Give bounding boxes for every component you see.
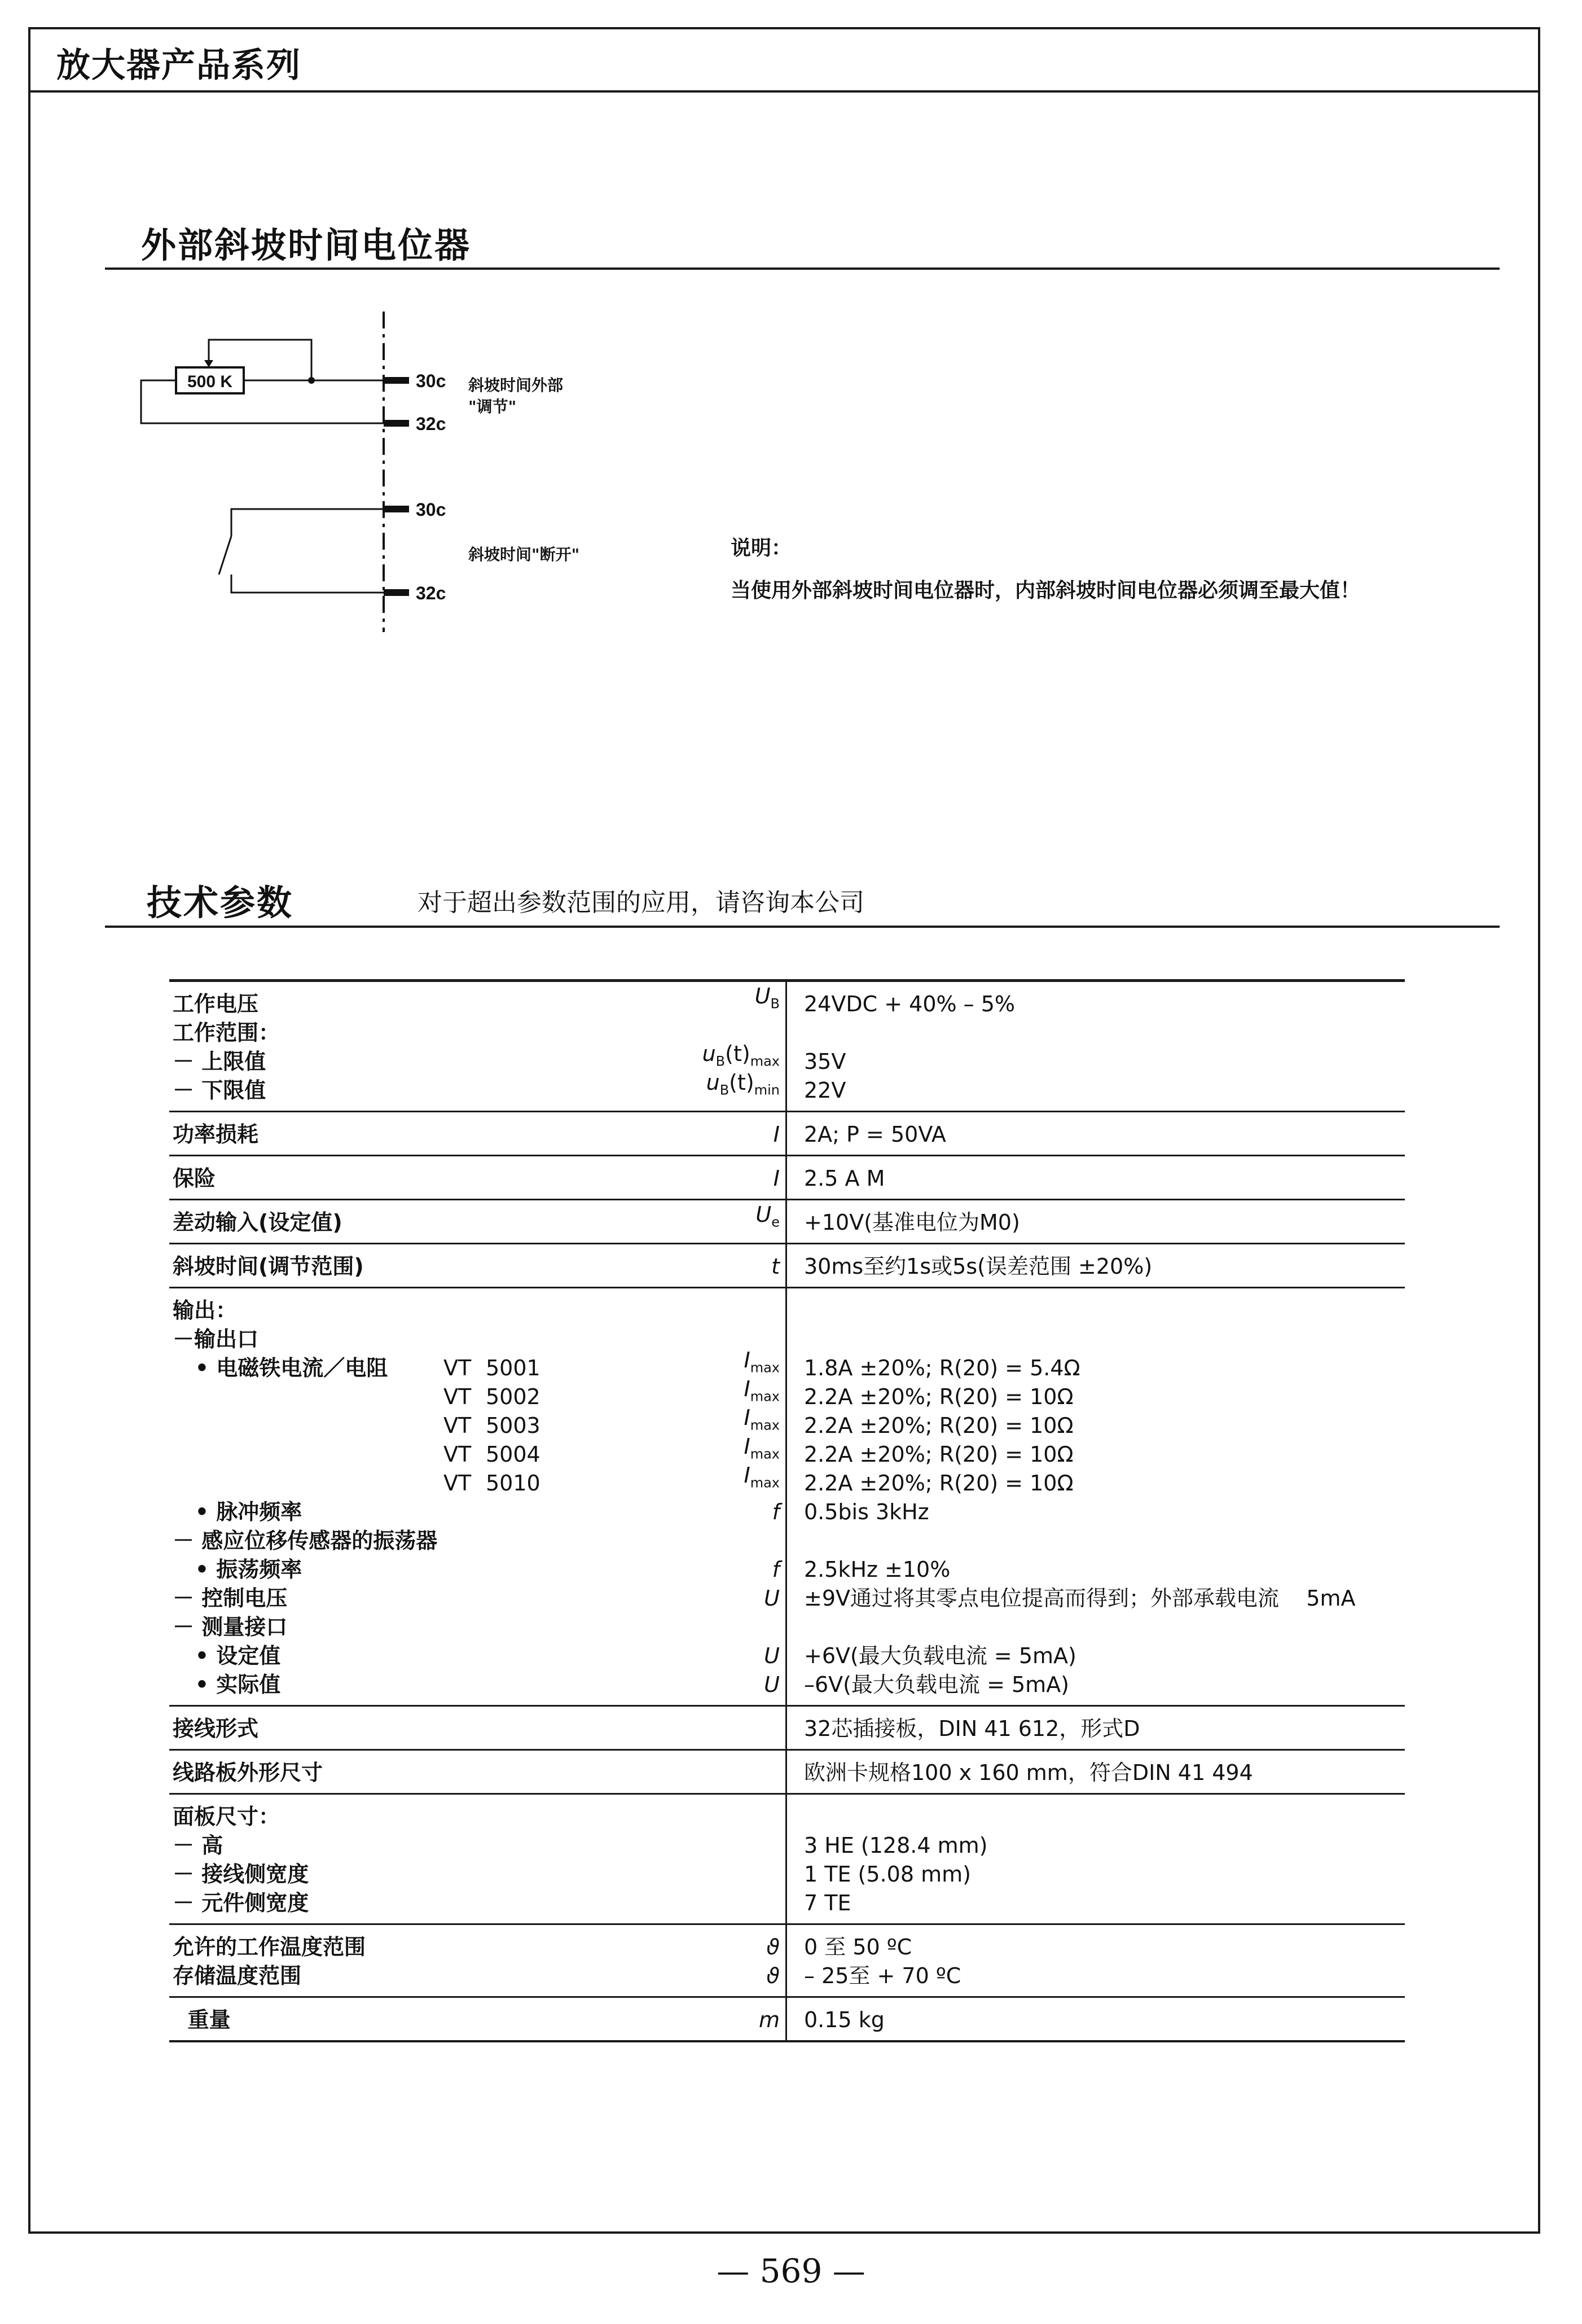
spec-value: +6V(最大负载电流 = 5mA) xyxy=(804,1643,1076,1668)
spec-param-line xyxy=(173,1889,780,1918)
spec-value-cell xyxy=(787,1156,1405,1199)
spec-param-line xyxy=(173,1498,780,1527)
spec-row xyxy=(169,1707,1405,1751)
spec-param-label: －输出口 xyxy=(173,1327,259,1352)
spec-value: 30ms至约1s或5s(误差范围 ±20%) xyxy=(804,1254,1153,1279)
spec-param-cell xyxy=(169,1200,787,1243)
spec-symbol-letter: u xyxy=(702,1041,716,1067)
spec-symbol-letter: m xyxy=(758,2007,780,2032)
spec-value: 欧洲卡规格100 x 160 mm，符合DIN 41 494 xyxy=(804,1760,1253,1785)
spec-symbol-letter: I xyxy=(773,1166,780,1191)
spec-param-label: 存储温度范围 xyxy=(173,1963,302,1988)
spec-value-line xyxy=(804,1962,1399,1990)
spec-param-label: 功率损耗 xyxy=(173,1122,259,1147)
spec-value-cell xyxy=(787,1925,1405,1996)
spec-param-label: 差动输入(设定值) xyxy=(173,1210,342,1235)
note-text: 当使用外部斜坡时间电位器时，内部斜坡时间电位器必须调至最大值！ xyxy=(731,579,1361,602)
spec-symbol-subscript: B xyxy=(770,996,780,1012)
spec-param-line xyxy=(173,1715,780,1743)
spec-param-line xyxy=(173,1070,780,1105)
spec-param-line xyxy=(173,1555,780,1584)
pin-30c-bottom xyxy=(384,506,409,512)
vt-model-prefix: VT xyxy=(443,1384,472,1409)
spec-row xyxy=(169,1156,1405,1200)
spec-param-label: • 实际值 xyxy=(173,1672,281,1697)
spec-value: 1 TE (5.08 mm) xyxy=(804,1862,971,1887)
spec-symbol-letter: U xyxy=(764,1643,780,1668)
spec-value: 2.5kHz ±10% xyxy=(804,1557,951,1582)
spec-symbol xyxy=(766,1933,780,1962)
spec-value-line xyxy=(804,1584,1399,1613)
spec-param-line xyxy=(173,1019,780,1047)
spec-symbol-tail: (t) xyxy=(725,1041,750,1067)
spec-symbol xyxy=(764,1642,780,1670)
spec-symbol-letter: t xyxy=(771,1254,780,1279)
pin-32c-top-label: 32c xyxy=(416,414,446,434)
spec-value-line xyxy=(804,1047,1399,1076)
spec-param-label: 面板尺寸： xyxy=(173,1804,280,1829)
spec-param-cell xyxy=(169,1112,787,1155)
spec-param-label: － 测量接口 xyxy=(173,1615,288,1639)
spec-value-cell xyxy=(787,982,1405,1111)
spec-row xyxy=(169,982,1405,1112)
spec-value-cell xyxy=(787,1200,1405,1243)
spec-param-line xyxy=(173,984,780,1019)
spec-symbol-letter: I xyxy=(773,1122,780,1147)
spec-param-line xyxy=(173,1527,780,1555)
spec-value-cell xyxy=(787,1244,1405,1287)
spec-param-label: 允许的工作温度范围 xyxy=(173,1935,366,1959)
spec-param-label: － 上限值 xyxy=(173,1049,266,1074)
spec-value-line xyxy=(804,1613,1399,1642)
spec-symbol-letter: I xyxy=(744,1376,750,1402)
spec-value-line xyxy=(804,990,1399,1019)
spec-table xyxy=(169,979,1405,2042)
spec-param-line xyxy=(173,1933,780,1962)
spec-param-line xyxy=(173,1252,780,1281)
spec-symbol xyxy=(764,1670,780,1699)
spec-symbol xyxy=(755,982,780,1019)
spec-symbol xyxy=(774,1164,780,1193)
spec-symbol-subscript: max xyxy=(750,1360,780,1376)
spec-value-cell xyxy=(787,1751,1405,1793)
spec-value-line xyxy=(804,1076,1399,1105)
spec-value-line xyxy=(804,1860,1399,1889)
spec-value-line xyxy=(804,1252,1399,1281)
potentiometer-label: 500 K xyxy=(187,372,233,391)
spec-param-label: 重量 xyxy=(173,2007,231,2032)
spec-symbol xyxy=(774,1120,780,1149)
spec-symbol xyxy=(706,1068,780,1105)
spec-param-line xyxy=(173,1041,780,1076)
vt-model-number: 5002 xyxy=(486,1384,540,1409)
spec-symbol-letter: ϑ xyxy=(766,1963,780,1988)
spec-param-cell xyxy=(169,1925,787,1996)
spec-value: 2.2A ±20%; R(20) = 10Ω xyxy=(804,1413,1074,1438)
spec-value-line xyxy=(804,1498,1399,1527)
vt-model-prefix: VT xyxy=(443,1356,472,1380)
spec-param-label: － 高 xyxy=(173,1833,223,1858)
spec-param-line xyxy=(173,1202,780,1237)
spec-symbol-subscript: e xyxy=(771,1214,780,1230)
spec-value-line xyxy=(804,1383,1399,1411)
spec-row xyxy=(169,1795,1405,1925)
spec-param-label: － 下限值 xyxy=(173,1078,266,1103)
spec-value-line xyxy=(804,1803,1399,1831)
spec-param-label: － 感应位移传感器的振荡器 xyxy=(173,1528,438,1553)
spec-param-line xyxy=(173,1803,780,1831)
spec-symbol-subscript: max xyxy=(750,1446,780,1462)
spec-value: 32芯插接板，DIN 41 612，形式D xyxy=(804,1716,1140,1741)
spec-param-label: 工作范围： xyxy=(173,1020,280,1045)
spec-param-cell xyxy=(169,982,787,1111)
spec-symbol-letter: U xyxy=(754,984,771,1009)
spec-symbol-letter: U xyxy=(764,1586,780,1611)
spec-param-line xyxy=(173,1296,780,1325)
spec-param-line xyxy=(173,1962,780,1990)
pin-32c-bottom-label: 32c xyxy=(416,583,446,603)
spec-value: –6V(最大负载电流 = 5mA) xyxy=(804,1672,1070,1697)
spec-param-label: － 元件侧宽度 xyxy=(173,1891,309,1915)
switch-contact xyxy=(219,536,231,575)
spec-symbol-letter: I xyxy=(744,1405,750,1431)
spec-symbol-letter: u xyxy=(706,1070,720,1095)
spec-value: 2.2A ±20%; R(20) = 10Ω xyxy=(804,1471,1074,1496)
spec-param-line xyxy=(173,2006,780,2034)
spec-value: 35V xyxy=(804,1049,846,1074)
pin-30c-top-label: 30c xyxy=(416,371,446,391)
spec-param-label: 输出： xyxy=(173,1298,238,1323)
spec-value: – 25至 + 70 ºC xyxy=(804,1963,961,1988)
spec-value-line xyxy=(804,1670,1399,1699)
spec-value-cell xyxy=(787,1795,1405,1923)
spec-param-line xyxy=(173,1642,780,1670)
spec-param-cell xyxy=(169,1707,787,1749)
spec-param-label: 工作电压 xyxy=(173,992,259,1016)
spec-row xyxy=(169,1200,1405,1244)
spec-value: 0.5bis 3kHz xyxy=(804,1499,929,1524)
spec-param-label: 保险 xyxy=(173,1166,216,1191)
vt-model-prefix: VT xyxy=(443,1413,472,1438)
spec-param-label: • 脉冲频率 xyxy=(173,1499,302,1524)
spec-symbol xyxy=(755,1200,780,1237)
spec-symbol xyxy=(759,2006,780,2034)
spec-symbol xyxy=(766,1962,780,1990)
spec-value-line xyxy=(804,1296,1399,1325)
spec-value: 1.8A ±20%; R(20) = 5.4Ω xyxy=(804,1356,1080,1380)
ramp-section-rule xyxy=(105,268,1500,270)
spec-value-line xyxy=(804,1325,1399,1354)
spec-value-line xyxy=(804,1469,1399,1498)
spec-value: 2.5 A M xyxy=(804,1166,885,1191)
ramp-section-title: 外部斜坡时间电位器 xyxy=(141,225,472,266)
spec-value-line xyxy=(804,1440,1399,1469)
spec-value: ±9V通过将其零点电位提高而得到；外部承载电流 5mA xyxy=(804,1586,1356,1611)
spec-symbol-tail: (t) xyxy=(729,1070,754,1095)
spec-value: 2A; P = 50VA xyxy=(804,1122,946,1147)
spec-param-label: － 控制电压 xyxy=(173,1586,288,1611)
spec-symbol-subscript: max xyxy=(750,1418,780,1433)
spec-param-line xyxy=(173,1759,780,1787)
spec-value: 22V xyxy=(804,1078,846,1103)
spec-value-line xyxy=(804,1208,1399,1237)
spec-row xyxy=(169,1751,1405,1795)
spec-symbol-subscript: B xyxy=(715,1054,726,1069)
series-title: 放大器产品系列 xyxy=(56,46,301,85)
spec-value-line xyxy=(804,2006,1399,2034)
wiring-diagram xyxy=(113,305,733,632)
vt-model-number: 5004 xyxy=(486,1442,540,1467)
vt-model-number: 5003 xyxy=(486,1413,540,1438)
spec-value: 7 TE xyxy=(804,1891,851,1915)
spec-param-line xyxy=(173,1348,780,1383)
spec-value-line xyxy=(804,1555,1399,1584)
spec-symbol-letter: I xyxy=(744,1463,750,1488)
spec-param-line xyxy=(173,1434,780,1469)
spec-param-cell xyxy=(169,1288,787,1705)
spec-param-label: • 设定值 xyxy=(173,1643,281,1668)
header-rule xyxy=(28,90,1540,93)
spec-value-line xyxy=(804,1411,1399,1440)
pin-30c-top xyxy=(384,377,409,384)
spec-value-line xyxy=(804,1354,1399,1383)
junction-dot xyxy=(308,377,315,384)
vt-model-prefix: VT xyxy=(443,1442,472,1467)
spec-value-line xyxy=(804,1933,1399,1962)
vt-model-number: 5001 xyxy=(486,1356,540,1380)
spec-symbol xyxy=(744,1461,780,1498)
specs-section-rule xyxy=(105,926,1500,928)
spec-row xyxy=(169,1288,1405,1707)
spec-value-cell xyxy=(787,1112,1405,1155)
spec-param-line xyxy=(173,1164,780,1193)
spec-param-cell xyxy=(169,1156,787,1199)
spec-param-label: • 振荡频率 xyxy=(173,1557,302,1582)
spec-row xyxy=(169,1112,1405,1156)
spec-value: 0 至 50 ºC xyxy=(804,1935,912,1959)
spec-param-line xyxy=(173,1831,780,1860)
spec-param-line xyxy=(173,1405,780,1440)
specs-section-title: 技术参数 xyxy=(147,882,294,923)
spec-symbol-subscript: max xyxy=(750,1389,780,1405)
spec-value: 24VDC + 40% – 5% xyxy=(804,992,1016,1016)
off-label: 斜坡时间"断开" xyxy=(468,545,580,564)
spec-symbol-letter: ϑ xyxy=(766,1935,780,1959)
external-label-1: 斜坡时间外部 xyxy=(468,376,564,394)
page-number: — 569 — xyxy=(717,2252,865,2290)
spec-param-label: 斜坡时间(调节范围) xyxy=(173,1254,364,1279)
spec-param-line xyxy=(173,1376,780,1411)
spec-value-cell xyxy=(787,1707,1405,1749)
spec-symbol-letter: I xyxy=(744,1434,750,1459)
spec-param-line xyxy=(173,1584,780,1613)
spec-value-line xyxy=(804,1715,1399,1743)
spec-value-line xyxy=(804,1120,1399,1149)
spec-value: +10V(基准电位为M0) xyxy=(804,1210,1020,1235)
spec-value-line xyxy=(804,1164,1399,1193)
spec-symbol xyxy=(771,1252,780,1281)
spec-row xyxy=(169,1998,1405,2040)
spec-symbol-letter: f xyxy=(772,1499,780,1524)
wire-switch-top xyxy=(231,509,384,536)
spec-value-line xyxy=(804,1889,1399,1918)
spec-row xyxy=(169,1925,1405,1998)
spec-param-line xyxy=(173,1325,780,1354)
spec-param-line xyxy=(173,1613,780,1642)
spec-symbol-letter: I xyxy=(744,1348,750,1373)
spec-symbol-subscript: B xyxy=(719,1082,730,1098)
note-label: 说明： xyxy=(731,537,792,560)
spec-symbol xyxy=(764,1584,780,1613)
spec-value-cell xyxy=(787,1998,1405,2040)
spec-param-line xyxy=(173,1120,780,1149)
spec-value-cell xyxy=(787,1288,1405,1705)
spec-param-cell xyxy=(169,1244,787,1287)
spec-symbol-subscript: min xyxy=(754,1082,780,1098)
spec-symbol-letter: f xyxy=(772,1557,780,1582)
spec-symbol xyxy=(772,1555,780,1584)
vt-model-prefix: VT xyxy=(443,1471,472,1496)
wire-switch-bottom xyxy=(231,575,384,593)
spec-param-line xyxy=(173,1860,780,1889)
spec-value-line xyxy=(804,1831,1399,1860)
spec-param-cell xyxy=(169,1751,787,1793)
spec-value-line xyxy=(804,1642,1399,1670)
vt-model-number: 5010 xyxy=(486,1471,540,1496)
pin-32c-bottom xyxy=(384,589,409,596)
spec-value: 2.2A ±20%; R(20) = 10Ω xyxy=(804,1384,1074,1409)
spec-symbol-subscript: max xyxy=(750,1054,780,1069)
spec-param-label: • 电磁铁电流／电阻 xyxy=(173,1356,388,1380)
spec-symbol-letter: U xyxy=(755,1202,772,1227)
spec-row xyxy=(169,1244,1405,1288)
spec-param-line xyxy=(173,1463,780,1498)
spec-value-line xyxy=(804,1019,1399,1047)
pin-30c-bottom-label: 30c xyxy=(416,499,446,520)
spec-value: 0.15 kg xyxy=(804,2007,885,2032)
spec-param-line xyxy=(173,1670,780,1699)
spec-param-label: 接线形式 xyxy=(173,1716,259,1741)
spec-param-cell xyxy=(169,1795,787,1923)
spec-value: 3 HE (128.4 mm) xyxy=(804,1833,988,1858)
spec-symbol xyxy=(772,1498,780,1527)
specs-section-subtitle: 对于超出参数范围的应用，请咨询本公司 xyxy=(418,888,864,917)
spec-param-label: － 接线侧宽度 xyxy=(173,1862,309,1887)
spec-param-label: 线路板外形尺寸 xyxy=(173,1760,323,1785)
spec-symbol-letter: U xyxy=(764,1672,780,1697)
spec-symbol-subscript: max xyxy=(750,1475,780,1491)
spec-param-cell xyxy=(169,1998,787,2040)
spec-value: 2.2A ±20%; R(20) = 10Ω xyxy=(804,1442,1074,1467)
spec-value-line xyxy=(804,1759,1399,1787)
pin-32c-top xyxy=(384,420,409,427)
spec-value-line xyxy=(804,1527,1399,1555)
external-label-2: "调节" xyxy=(468,397,517,416)
